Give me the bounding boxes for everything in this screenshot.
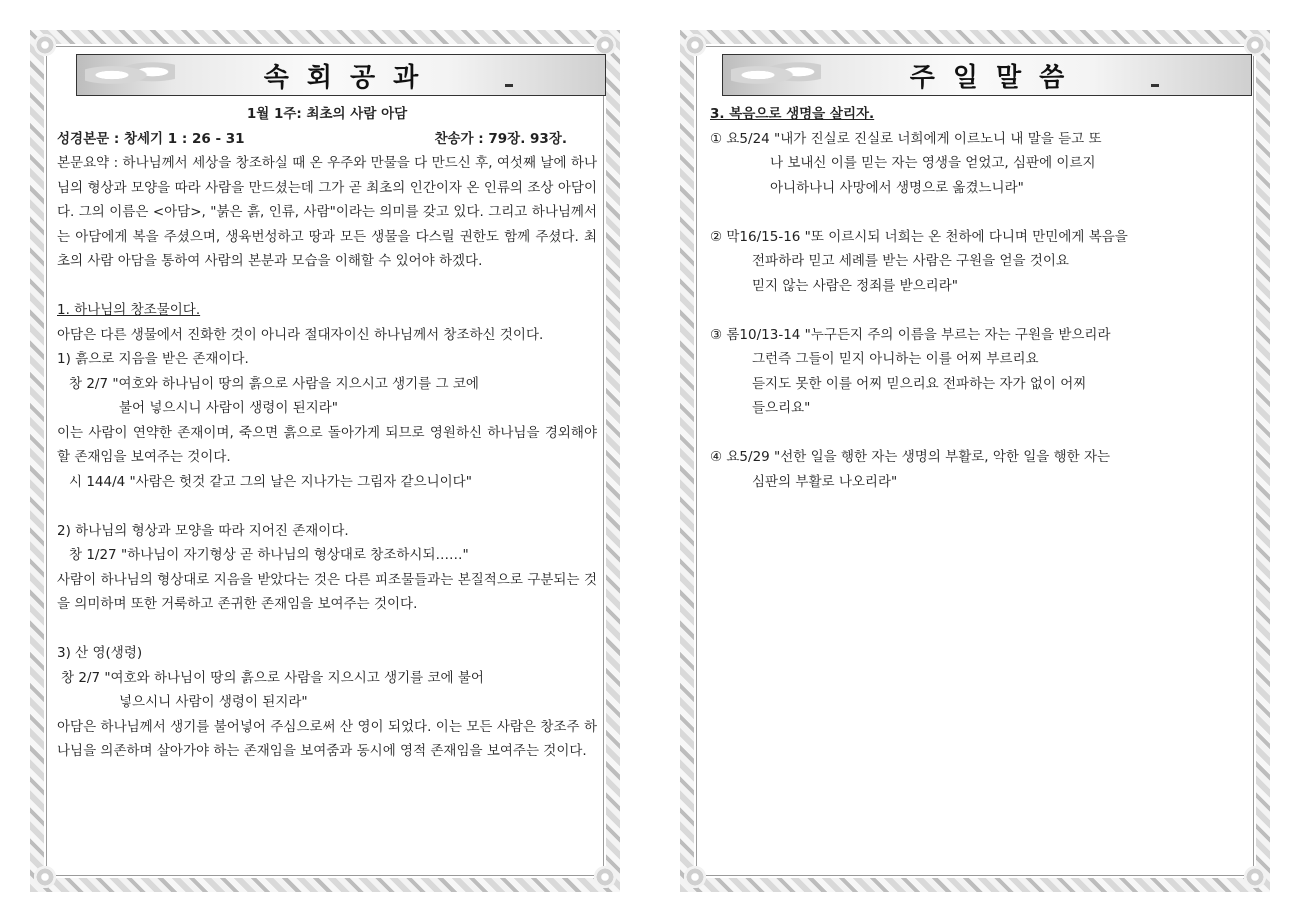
lesson-info-row	[57, 127, 597, 152]
point-1-verse-line: 창 2/7 "여호와 하나님이 땅의 흙으로 사람을 지으시고 생기를 그 코에	[69, 375, 479, 392]
header-banner	[76, 54, 606, 96]
summary-text: 본문요약 : 하나님께서 세상을 창조하실 때 온 우주와 만물을 다 만드신 후, 여섯째 날에 하나님의 형상과 모양을 따라 사람을 만드셨는데 그가 곧 최초의 인간이자 온 인류의 조상 아담이다. 그의 이름은 <아담>, "붉은 흙, 인류, 사람"이라는 의미를 갖고 있다. 그리고 하나님께서는 아담에게 복을 주셨으며, 생육번성하고 땅과 모든 생물을 다스릴 권한도 함께 주셨다. 최초의 사람 아담을 통하여 사람의 본분과 모습을 이해할 수 있어야 하겠다.	[57, 155, 597, 269]
verse-continuation: 듣지도 못한 이를 어찌 믿으리요 전파하는 자가 없이 어찌	[752, 375, 1087, 392]
verse-block	[710, 445, 1255, 494]
page-title: 주일말씀	[909, 62, 1083, 93]
banner-flower-decoration	[731, 59, 821, 91]
banner-dot	[505, 84, 513, 87]
point-3-heading: 3) 산 영(생령)	[57, 645, 143, 661]
right-page	[680, 30, 1270, 892]
verse-block	[710, 323, 1255, 421]
verse-line: ③ 롬10/13-14 "누구든지 주의 이름을 부르는 자는 구원을 받으리라	[710, 326, 1111, 343]
lesson-subtitle: 1월 1주: 최초의 사람 아담	[246, 106, 408, 122]
point-1-verse-line: 불어 넣으시니 사람이 생령이 된지라"	[119, 400, 338, 416]
point-3-verse-line: 넣으시니 사람이 생령이 된지라"	[119, 694, 308, 710]
point-1-heading: 1) 흙으로 지음을 받은 존재이다.	[57, 351, 249, 367]
verse-continuation: 심판의 부활로 나오리라"	[752, 473, 898, 490]
verse-continuation: 들으리요"	[752, 400, 811, 416]
verse-line: ④ 요5/29 "선한 일을 행한 자는 생명의 부활로, 악한 일을 행한 자는	[710, 449, 1111, 465]
header-banner	[722, 54, 1252, 96]
verse-continuation: 믿지 않는 사람은 정죄를 받으리라"	[752, 277, 958, 294]
point-2-text: 사람이 하나님의 형상대로 지음을 받았다는 것은 다른 피조물들과는 본질적으로 구분되는 것을 의미하며 또한 거룩하고 존귀한 존재임을 보여주는 것이다.	[57, 571, 597, 612]
banner-dot	[1151, 84, 1159, 87]
flower-icon	[682, 32, 708, 58]
section-1-text: 아담은 다른 생물에서 진화한 것이 아니라 절대자이신 하나님께서 창조하신 것이다.	[57, 326, 544, 343]
sermon-content	[710, 102, 1255, 494]
flower-icon	[682, 864, 708, 890]
hymn-numbers: 찬송가 : 79장. 93장.	[434, 130, 567, 147]
verse-line: ① 요5/24 "내가 진실로 진실로 너희에게 이르노니 내 말을 듣고 또	[710, 130, 1102, 147]
flower-icon	[1242, 864, 1268, 890]
point-2-verse: 창 1/27 "하나님이 자기형상 곧 하나님의 형상대로 창조하시되……"	[69, 547, 469, 563]
point-1-text: 이는 사람이 연약한 존재이며, 죽으면 흙으로 돌아가게 되므로 영원하신 하나님을 경외해야할 존재임을 보여주는 것이다.	[57, 424, 597, 465]
banner-flower-decoration	[85, 59, 175, 91]
verse-continuation: 그런즉 그들이 믿지 아니하는 이를 어찌 부르리요	[752, 351, 1039, 367]
verse-block	[710, 225, 1255, 299]
point-3-verse-line: 창 2/7 "여호와 하나님이 땅의 흙으로 사람을 지으시고 생기를 코에 불어	[61, 669, 484, 686]
verse-line: ② 막16/15-16 "또 이르시되 너희는 온 천하에 다니며 만민에게 복음을	[710, 228, 1128, 245]
verse-continuation: 나 보내신 이를 믿는 자는 영생을 얻었고, 심판에 이르지	[770, 155, 1096, 171]
verse-block	[710, 127, 1255, 201]
verse-continuation: 아니하나니 사망에서 생명으로 옮겼느니라"	[770, 179, 1024, 196]
scripture-reference: 성경본문 : 창세기 1 : 26 - 31	[57, 130, 245, 147]
section-3-heading: 3. 복음으로 생명을 살리자.	[710, 106, 875, 122]
flower-icon	[32, 864, 58, 890]
section-1-heading: 1. 하나님의 창조물이다.	[57, 302, 201, 318]
flower-icon	[592, 864, 618, 890]
flower-icon	[32, 32, 58, 58]
left-page	[30, 30, 620, 892]
lesson-content	[57, 102, 597, 764]
point-2-heading: 2) 하나님의 형상과 모양을 따라 지어진 존재이다.	[57, 522, 349, 539]
point-3-text: 아담은 하나님께서 생기를 불어넣어 주심으로써 산 영이 되었다. 이는 모든 사람은 창조주 하나님을 의존하며 살아가야 하는 존재임을 보여줌과 동시에 영적 존재임을 보여주는 것이다.	[57, 718, 597, 759]
verse-continuation: 전파하라 믿고 세례를 받는 사람은 구원을 얻을 것이요	[752, 253, 1069, 269]
point-1-verse-2: 시 144/4 "사람은 헛것 같고 그의 날은 지나가는 그림자 같으니이다"	[69, 473, 472, 490]
page-title: 속회공과	[263, 62, 437, 93]
